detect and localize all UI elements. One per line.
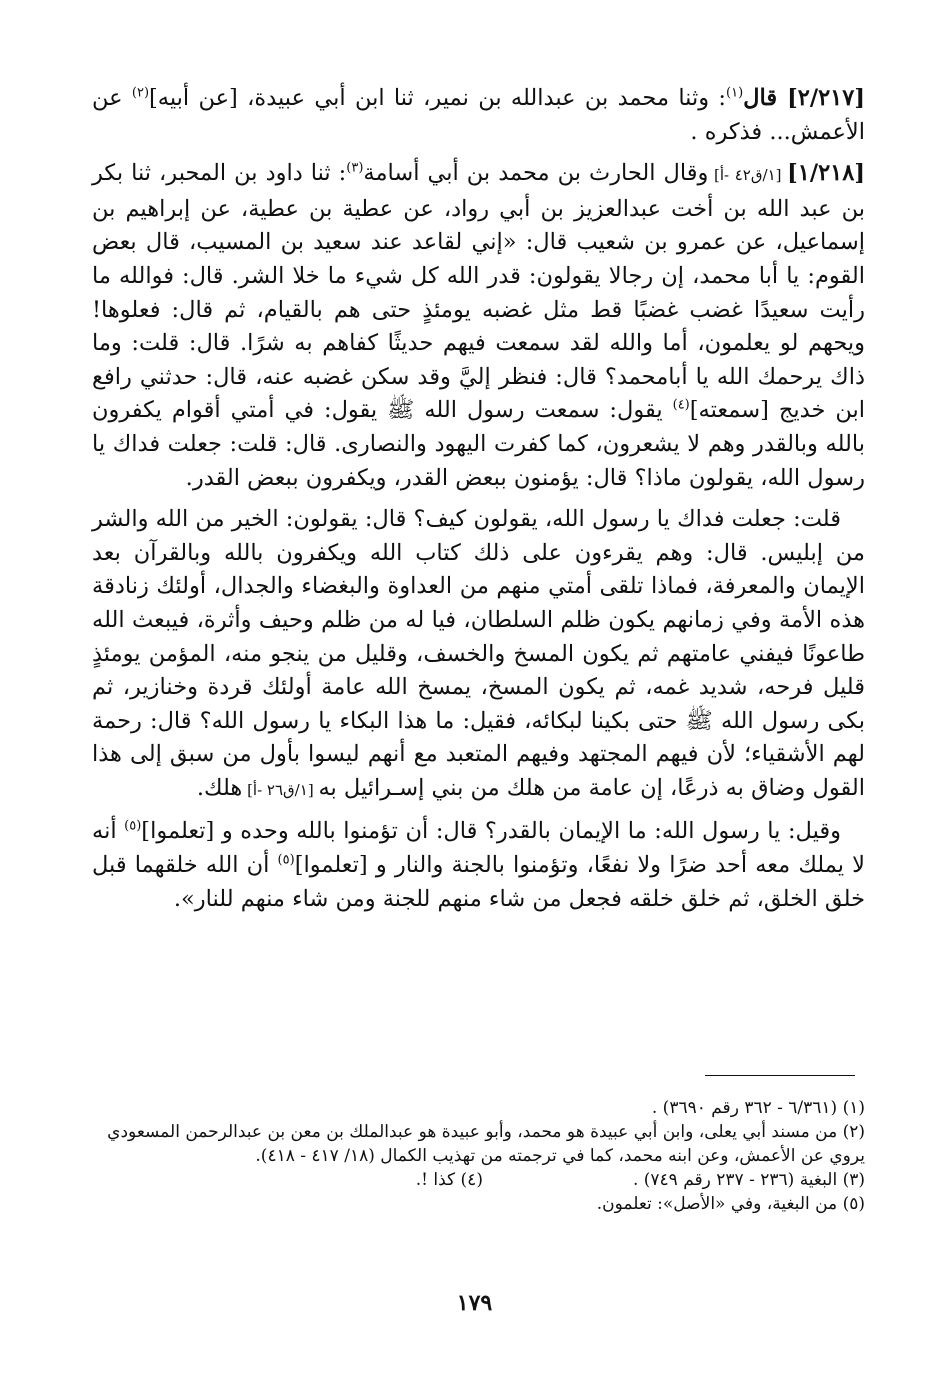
reference-number: [٢/٢١٧] [787,85,865,111]
paragraph-tail: عن الأعمش... فذكره . [92,85,865,145]
footnote-marker: (٣) [346,160,364,176]
page-number: ١٧٩ [456,1290,493,1316]
footnote-gap [483,1168,633,1192]
manuscript-marker: [١/ق٤٢ -أ] [708,166,788,185]
footnote-marker: (٥) [124,818,142,834]
paragraph-217 [92,82,865,149]
paragraph-tail: هلك. [196,774,243,801]
footnote-3: (٣) البغية (٢٣٦ - ٢٣٧ رقم ٧٤٩) . [632,1170,865,1190]
main-text [92,82,865,924]
paragraph-lead: قال [743,85,788,111]
footnote-row-3-4 [92,1168,865,1192]
footnote-5: (٥) من البغية، وفي «الأصل»: تعلمون. [596,1194,865,1214]
paragraph-text: يقول: سمعت رسول الله ﷺ يقول: في أمتي أقوام يكفرون بالله وبالقدر وهم لا يشعرون، كما كفرت اليهود والنصارى. قال: قلت: جعلت فداك يا رسول الله، يقولون ماذا؟ قال: يؤمنون ببعض القدر، ويكفرون ببعض القدر. [92,397,865,491]
paragraph-continuation [92,503,865,807]
footnote-1: (١) (٦/٣٦١ - ٣٦٢ رقم ٣٦٩٠) . [651,1098,865,1118]
paragraph-text: أنه لا يملك معه أحد ضرًا ولا نفعًا، وتؤمنوا بالجنة والنار و [تعلموا] [92,818,865,879]
footnote-marker: (٤) [672,397,690,413]
paragraph-final [92,815,865,916]
footnote-separator [705,1075,855,1076]
paragraph-text: : وثنا محمد بن عبدالله بن نمير، ثنا ابن أبي عبيدة، [عن أبيه] [149,85,727,111]
reference-number: [١/٢١٨] [787,160,866,187]
footnote-2: (٢) من مسند أبي يعلى، وابن أبي عبيدة هو محمد، وأبو عبيدة هو عبدالملك بن معن بن عبدالرحمن المسعودي يروي عن الأعمش، وعن ابنه محمد، كما في ترجمته من تهذيب الكمال (١٨/ ٤١٧ - ٤١٨). [107,1122,865,1166]
footnote-4: (٤) كذا !. [415,1170,483,1190]
footnote-marker: (١) [726,85,744,101]
paragraph-text: قلت: جعلت فداك يا رسول الله، يقولون كيف؟ قال: يقولون: الخير من الله والشر من إبليس. قال: وهم يقرءون على ذلك كتاب الله ويكفرون بالله وبالقرآن بعد الإيمان والمعرفة، فماذا تلقى أمتي منهم من العداوة والبغضاء والجدال، أولئك زنادقة هذه الأمة وفي زمانهم يكون ظلم السلطان، فيا له من ظلم وحيف وأثرة، فيبعث الله طاعونًا فيفني عامتهم ثم يكون المسخ والخسف، وقليل من ينجو منه، المؤمن يومئذٍ قليل فرحه، شديد غمه، ثم يكون المسخ، يمسخ الله عامة أولئك قردة وخنازير، ثم بكى رسول الله ﷺ حتى بكينا لبكائه، فقيل: ما هذا البكاء يا رسول الله؟ قال: رحمة لهم الأشقياء؛ لأن فيهم المجتهد وفيهم المتعبد مع أنهم ليسوا بأول من سبق إلى هذا القول وضاق به ذرعًا، إن عامة من هلك من بني إسـرائيل به [92,506,865,801]
paragraph-text: أن الله خلقهما قبل خلق الخلق، ثم خلق خلقه فجعل من شاء منهم للجنة ومن شاء منهم للنار». [92,852,865,912]
paragraph-lead: وقال الحارث بن محمد بن أبي أسامة [363,160,709,187]
paragraph-218 [92,157,865,495]
footnote-marker: (٢) [131,85,150,101]
paragraph-text: : ثنا داود بن المحبر، ثنا بكر بن عبد الله بن أخت عبدالعزيز بن أبي رواد، عن عطية بن عطية، عن إبراهيم بن إسماعيل، عن عمرو بن شعيب قال: «إني لقاعد عند سعيد بن المسيب، قال بعض القوم: يا أبا محمد، إن رجالا يقولون: قدر الله كل شيء ما خلا الشر. قال: فوالله ما رأيت سعيدًا غضب غضبًا قط مثل غضبه يومئذٍ حتى هم بالقيام، ثم قال: فعلوها! ويحهم لو يعلمون، أما والله لقد سمعت فيهم حديثًا كفاهم به شرًا. قال: قلت: وما ذاك يرحمك الله يا أبامحمد؟ قال: فنظر إليَّ وقد سكن غضبه عنه، قال: حدثني رافع ابن خديج [سمعته] [92,160,865,424]
manuscript-marker: [١/ق٢٦ -أ] [242,780,319,799]
footnote-marker: (٥) [277,852,295,868]
paragraph-text: وقيل: يا رسول الله: ما الإيمان بالقدر؟ قال: أن تؤمنوا بالله وحده و [تعلموا] [141,818,841,845]
footnotes [92,1096,865,1216]
